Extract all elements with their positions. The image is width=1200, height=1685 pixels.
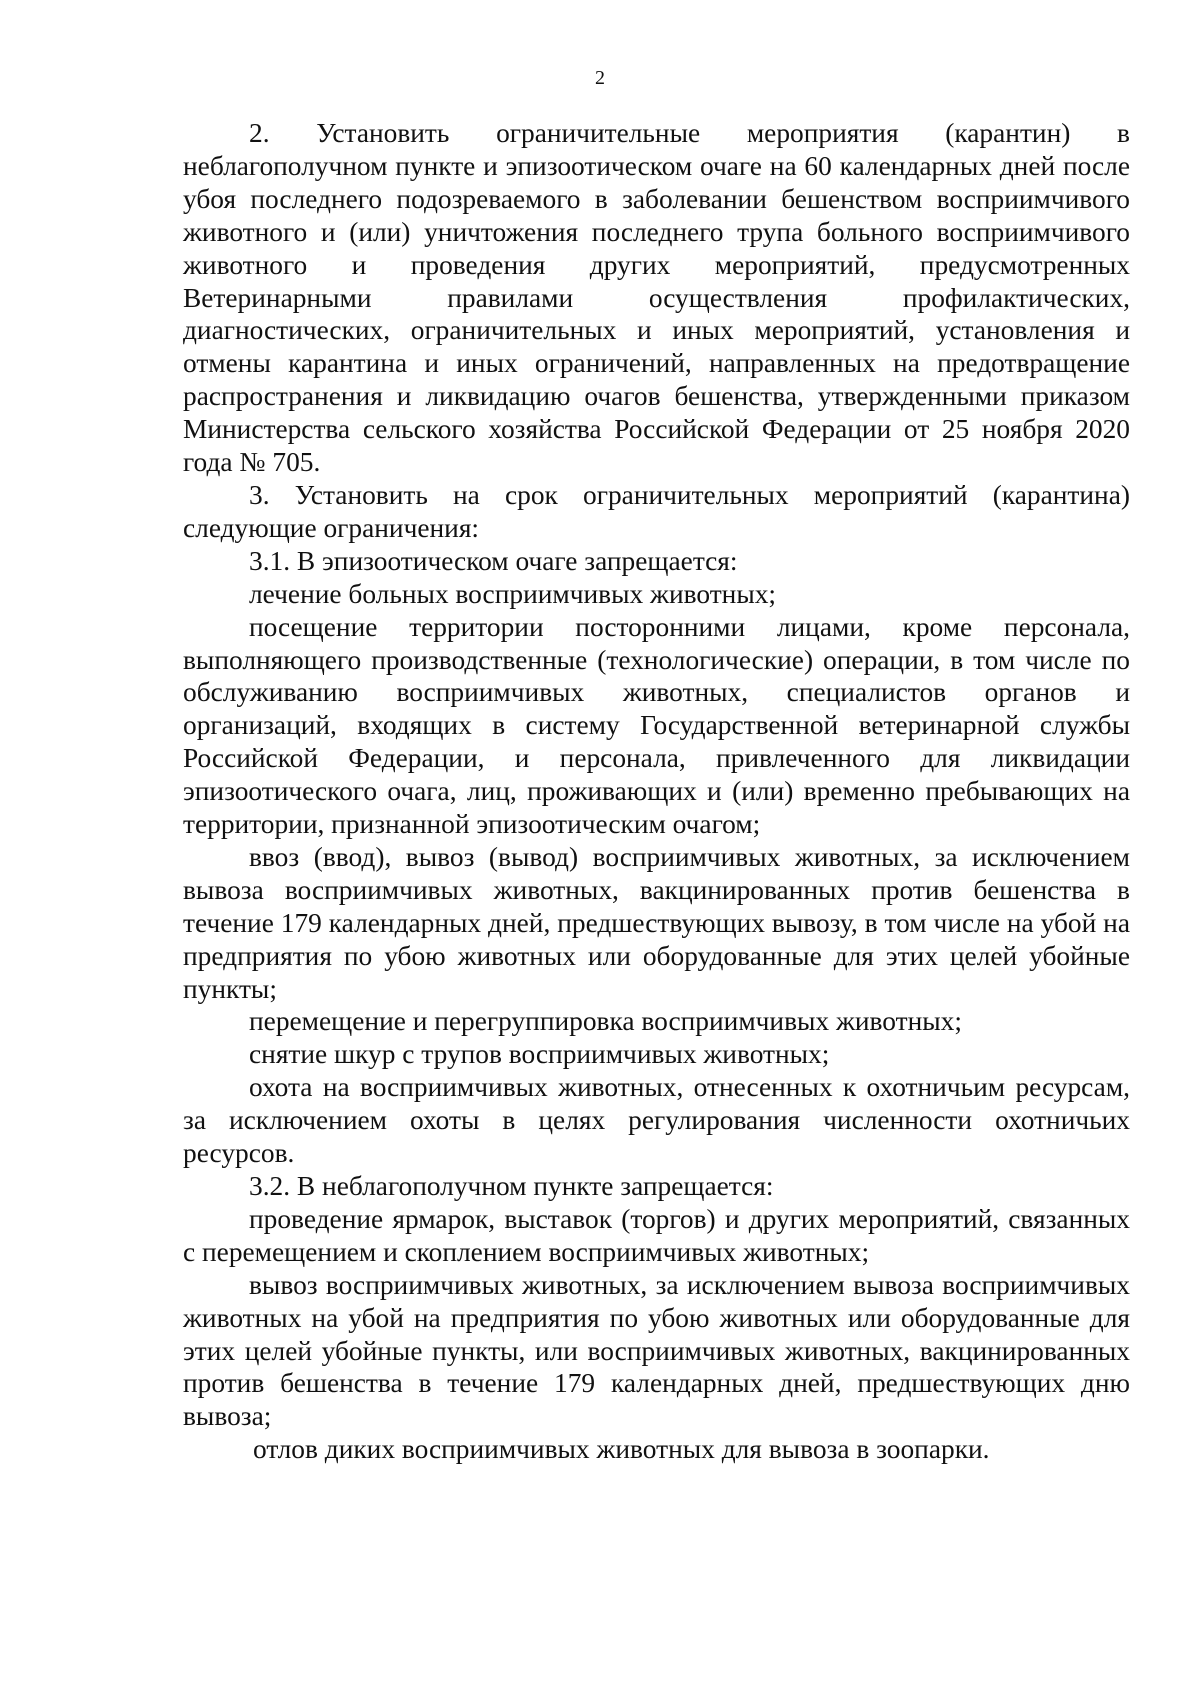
page-number: 2 bbox=[595, 67, 605, 89]
paragraph-restriction-visits: посещение территории посторонними лицами, кроме персонала, выполняющего производственные (технологические) операции, в том числе по обслуживанию восприимчивых животных, специалистов органов и организаций, входящих в систему Государственной ветеринарной службы Российской Федерации, и персонала, привлеченного для ликвидации эпизоотического очага, лиц, проживающих и (или) временно пребывающих на территории, признанной эпизоотическим очагом; bbox=[183, 611, 1130, 840]
paragraph-restriction-capture: отлов диких восприимчивых животных для вывоза в зоопарки. bbox=[253, 1434, 990, 1465]
paragraph-item-3-2-heading: 3.2. В неблагополучном пункте запрещается: bbox=[249, 1171, 774, 1201]
paragraph-item-2-quarantine: 2. Установить ограничительные мероприятия (карантин) в неблагополучном пункте и эпизоотическом очаге на 60 календарных дней после убоя последнего подозреваемого в заболевании бешенством восприимчивого животного и (или) уничтожения последнего трупа больного восприимчивого животного и проведения других мероприятий, предусмотренных Ветеринарными правилами осуществления профилактических, диагностических, ограничительных и иных мероприятий, установления и отмены карантина и иных ограничений, направленных на предотвращение распространения и ликвидацию очагов бешенства, утвержденными приказом Министерства сельского хозяйства Российской Федерации от 25 ноября 2020 года № 705. bbox=[183, 118, 1130, 478]
paragraph-item-3-1-heading: 3.1. В эпизоотическом очаге запрещается: bbox=[249, 545, 738, 576]
paragraph-restriction-fairs: проведение ярмарок, выставок (торгов) и других мероприятий, связанных с перемещением и скоплением восприимчивых животных; bbox=[183, 1203, 1130, 1267]
document-body bbox=[183, 117, 1130, 1466]
paragraph-item-3-restrictions: 3. Установить на срок ограничительных мероприятий (карантина) следующие ограничения: bbox=[183, 479, 1130, 543]
paragraph-restriction-skinning: снятие шкур с трупов восприимчивых животных; bbox=[249, 1039, 830, 1070]
paragraph-restriction-hunting: охота на восприимчивых животных, отнесенных к охотничьим ресурсам, за исключением охоты в целях регулирования численности охотничьих ресурсов. bbox=[183, 1072, 1130, 1169]
paragraph-restriction-treatment: лечение больных восприимчивых животных; bbox=[249, 578, 777, 609]
paragraph-restriction-export: вывоз восприимчивых животных, за исключением вывоза восприимчивых животных на убой на предприятия по убою животных или оборудованные для этих целей убойные пункты, или восприимчивых животных, вакцинированных против бешенства в течение 179 календарных дней, предшествующих дню вывоза; bbox=[183, 1269, 1130, 1432]
paragraph-restriction-regrouping: перемещение и перегруппировка восприимчивых животных; bbox=[249, 1006, 962, 1037]
paragraph-restriction-transport: ввоз (ввод), вывоз (вывод) восприимчивых животных, за исключением вывоза восприимчивых животных, вакцинированных против бешенства в течение 179 календарных дней, предшествующих вывозу, в том числе на убой на предприятия по убою животных или оборудованные для этих целей убойные пункты; bbox=[183, 841, 1130, 1004]
